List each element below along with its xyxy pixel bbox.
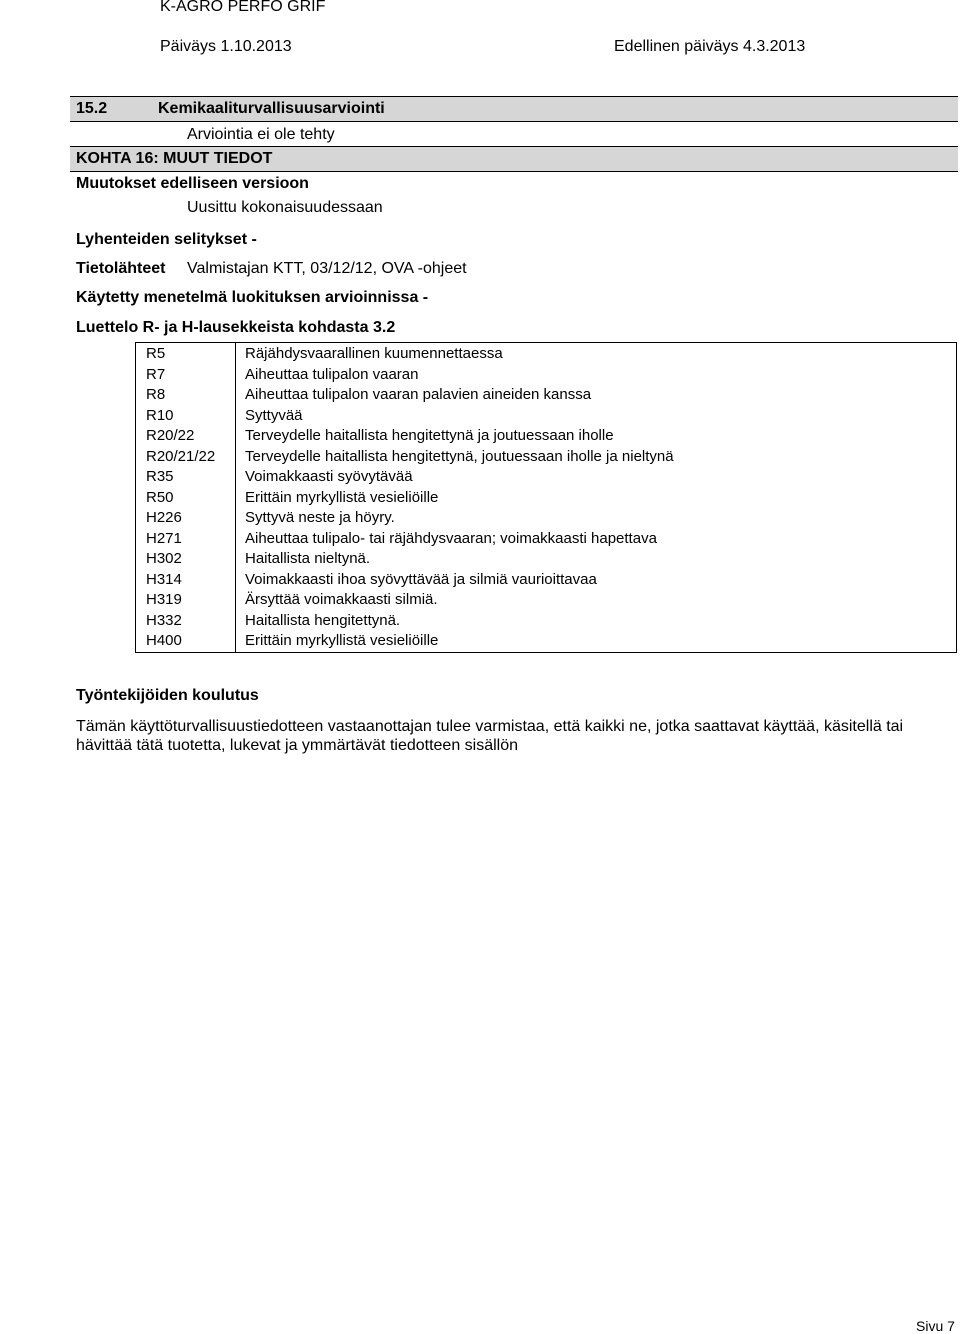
phrase-text: Ärsyttää voimakkaasti silmiä. (245, 591, 438, 608)
phrase-text: Terveydelle haitallista hengitettynä ja joutuessaan iholle (245, 427, 614, 444)
phrase-table (135, 342, 957, 653)
phrase-code: H226 (136, 508, 236, 529)
changes-value: Uusittu kokonaisuudessaan (187, 199, 383, 216)
table-row (136, 590, 957, 611)
phrase-code: R20/21/22 (136, 447, 236, 468)
table-row (136, 406, 957, 427)
phrase-text: Aiheuttaa tulipalo- tai räjähdysvaaran; voimakkaasti hapettava (245, 529, 657, 547)
phrase-text: Haitallista hengitettynä. (245, 611, 401, 629)
phrase-code: H271 (136, 529, 236, 550)
phrase-text: Terveydelle haitallista hengitettynä, joutuessaan iholle ja nieltynä (245, 447, 674, 465)
table-row (136, 343, 957, 365)
phrase-text: Syttyvää (245, 406, 303, 424)
phrase-text: Erittäin myrkyllistä vesieliöille (245, 488, 439, 506)
table-row (136, 426, 957, 447)
phrase-text: Haitallista nieltynä. (245, 550, 371, 567)
phrase-code: H314 (136, 570, 236, 591)
phrase-code: R8 (136, 385, 236, 406)
table-row (136, 570, 957, 591)
table-row (136, 365, 957, 386)
phrase-code: H319 (136, 590, 236, 611)
table-row (136, 447, 957, 468)
sources-value: Valmistajan KTT, 03/12/12, OVA -ohjeet (187, 260, 467, 277)
phrase-code: R7 (136, 365, 236, 386)
table-row (136, 508, 957, 529)
section-15-2-number: 15.2 (76, 100, 108, 117)
phrase-code: R50 (136, 488, 236, 509)
abbreviations-label: Lyhenteiden selitykset - (76, 231, 257, 248)
training-label: Työntekijöiden koulutus (76, 687, 259, 704)
table-row (136, 385, 957, 406)
table-row (136, 529, 957, 550)
method-label: Käytetty menetelmä luokituksen arvioinnissa - (76, 289, 429, 306)
sources-label: Tietolähteet (76, 260, 166, 277)
phrase-text: Erittäin myrkyllistä vesieliöille (245, 632, 439, 649)
previous-date: Edellinen päiväys 4.3.2013 (614, 38, 806, 55)
changes-label: Muutokset edelliseen versioon (76, 175, 309, 192)
table-row (136, 549, 957, 570)
section-15-2-text: Arviointia ei ole tehty (187, 126, 335, 143)
phrase-code: R35 (136, 467, 236, 488)
section-16-title: KOHTA 16: MUUT TIEDOT (76, 150, 273, 167)
phrase-text: Voimakkaasti ihoa syövyttävää ja silmiä vaurioittavaa (245, 570, 597, 588)
document-date: Päiväys 1.10.2013 (160, 38, 292, 55)
page-number: Sivu 7 (916, 1318, 955, 1334)
table-row (136, 467, 957, 488)
phrase-text: Voimakkaasti syövytävää (245, 468, 413, 485)
phrase-list-label: Luettelo R- ja H-lausekkeista kohdasta 3.2 (76, 319, 396, 336)
phrase-code: R10 (136, 406, 236, 427)
phrase-text: Räjähdysvaarallinen kuumennettaessa (245, 345, 503, 362)
phrase-text: Aiheuttaa tulipalon vaaran palavien aineiden kanssa (245, 386, 592, 403)
phrase-code: H332 (136, 611, 236, 632)
table-row (136, 488, 957, 509)
product-name: K-AGRO PERFO GRIF (160, 0, 326, 15)
table-row (136, 611, 957, 632)
training-text: Tämän käyttöturvallisuustiedotteen vastaanottajan tulee varmistaa, että kaikki ne, jotka saattavat käyttää, käsitellä tai hävittää tätä tuotetta, lukevat ja ymmärtävät tiedotteen sisällön (76, 718, 904, 754)
phrase-code: H400 (136, 631, 236, 652)
phrase-code: R20/22 (136, 426, 236, 447)
phrase-text: Syttyvä neste ja höyry. (245, 509, 395, 526)
phrase-code: H302 (136, 549, 236, 570)
table-row (136, 631, 957, 652)
phrase-text: Aiheuttaa tulipalon vaaran (245, 365, 419, 383)
phrase-code: R5 (136, 343, 236, 365)
section-15-2-title: Kemikaaliturvallisuusarviointi (158, 100, 385, 117)
